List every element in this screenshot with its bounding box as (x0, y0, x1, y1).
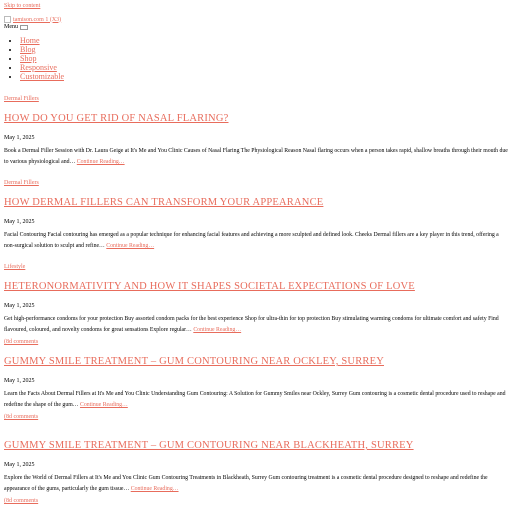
continue-reading-link[interactable]: Continue Reading… (193, 327, 242, 333)
continue-reading-link[interactable]: Continue Reading… (130, 486, 179, 492)
post-date: May 1, 2025 (4, 462, 35, 468)
continue-reading-link[interactable]: Continue Reading… (76, 159, 125, 165)
continue-reading-link[interactable]: Continue Reading… (106, 243, 155, 249)
nav-link-responsive[interactable]: Responsive (20, 63, 57, 72)
logo-image-icon (4, 16, 11, 23)
post-date: May 1, 2025 (4, 135, 35, 141)
logo-link[interactable]: tamison.com 1 (X3) (13, 16, 62, 23)
continue-reading-link[interactable]: Continue Reading… (79, 402, 128, 408)
comments-link[interactable]: (8d comments (4, 339, 39, 345)
article-title (4, 356, 510, 368)
post-excerpt (4, 473, 510, 495)
post-date: May 1, 2025 (4, 219, 35, 225)
article-card (4, 171, 510, 252)
nav-link-blog[interactable]: Blog (20, 45, 36, 54)
excerpt-text: Get high-performance condoms for your protection Buy assorted condom packs for the best experience Shop for ultra-thin for top protection Buy stimulating warming condoms for ultimate comfort and safety Find flavoured, coloured, and novelty condoms for great sensations Explore regular… (4, 316, 499, 333)
menu-label: Menu (4, 24, 18, 30)
article-title (4, 113, 510, 125)
site-logo[interactable] (4, 16, 61, 23)
nav-item-home (20, 36, 64, 45)
article-card (4, 440, 510, 504)
skip-to-content-link[interactable]: Skip to content (4, 3, 41, 9)
article-card (4, 255, 510, 345)
category-link[interactable]: Lifestyle (4, 264, 26, 270)
comments-link[interactable]: (8d comments (4, 414, 39, 420)
post-excerpt (4, 146, 510, 168)
nav-item-blog (20, 45, 64, 54)
article-title-link[interactable]: HOW DO YOU GET RID OF NASAL FLARING? (4, 113, 229, 124)
nav-item-shop (20, 54, 64, 63)
nav-item-customizable (20, 72, 64, 81)
article-title (4, 440, 510, 452)
excerpt-text: Facial Contouring Facial contouring has emerged as a popular technique for enhancing facial features and achieving a more sculpted and defined look. Cheeks Dermal fillers are a key player in this trend, offering a non-surgical solution to sculpt and refine… (4, 232, 499, 249)
comments-link[interactable]: (8d comments (4, 498, 39, 504)
nav-link-home[interactable]: Home (20, 36, 40, 45)
post-date: May 1, 2025 (4, 378, 35, 384)
excerpt-text: Book a Dermal Filler Session with Dr. Laura Geige at It's Me and You Clinic Causes of Nasal Flaring The Physiological Reason Nasal flaring occurs when a person takes rapid, shallow breaths through their mouth due to various physiological and… (4, 148, 508, 165)
article-title-link[interactable]: GUMMY SMILE TREATMENT – GUM CONTOURING NEAR OCKLEY, SURREY (4, 356, 384, 367)
menu-toggle-row[interactable] (4, 24, 28, 30)
article-title-link[interactable]: GUMMY SMILE TREATMENT – GUM CONTOURING NEAR BLACKHEATH, SURREY (4, 440, 414, 451)
post-excerpt (4, 230, 510, 252)
article-title (4, 197, 510, 209)
post-date: May 1, 2025 (4, 303, 35, 309)
article-title (4, 281, 510, 293)
excerpt-text: Learn the Facts About Dermal Fillers at It's Me and You Clinic Understanding Gum Contouring: A Solution for Gummy Smiles near Ockley, Surrey Gum contouring is a cosmetic dental procedure used to reshape and redefine the shape of the gum… (4, 391, 506, 408)
category-link[interactable]: Dermal Fillers (4, 180, 39, 186)
category-link[interactable]: Dermal Fillers (4, 96, 39, 102)
article-card (4, 87, 510, 168)
main-navigation (10, 36, 64, 81)
article-title-link[interactable]: HOW DERMAL FILLERS CAN TRANSFORM YOUR APPEARANCE (4, 197, 324, 208)
article-title-link[interactable]: HETERONORMATIVITY AND HOW IT SHAPES SOCIETAL EXPECTATIONS OF LOVE (4, 281, 415, 292)
nav-link-customizable[interactable]: Customizable (20, 72, 64, 81)
post-excerpt (4, 389, 510, 411)
nav-item-responsive (20, 63, 64, 72)
article-card (4, 356, 510, 420)
excerpt-text: Explore the World of Dermal Fillers at It's Me and You Clinic Gum Contouring Treatments in Blackheath, Surrey Gum contouring treatment is a cosmetic dental procedure designed to reshape and redefine the appearance of the gums, particularly the gum tissue… (4, 475, 488, 492)
menu-toggle-icon[interactable] (20, 25, 28, 30)
post-excerpt (4, 314, 510, 336)
nav-link-shop[interactable]: Shop (20, 54, 37, 63)
